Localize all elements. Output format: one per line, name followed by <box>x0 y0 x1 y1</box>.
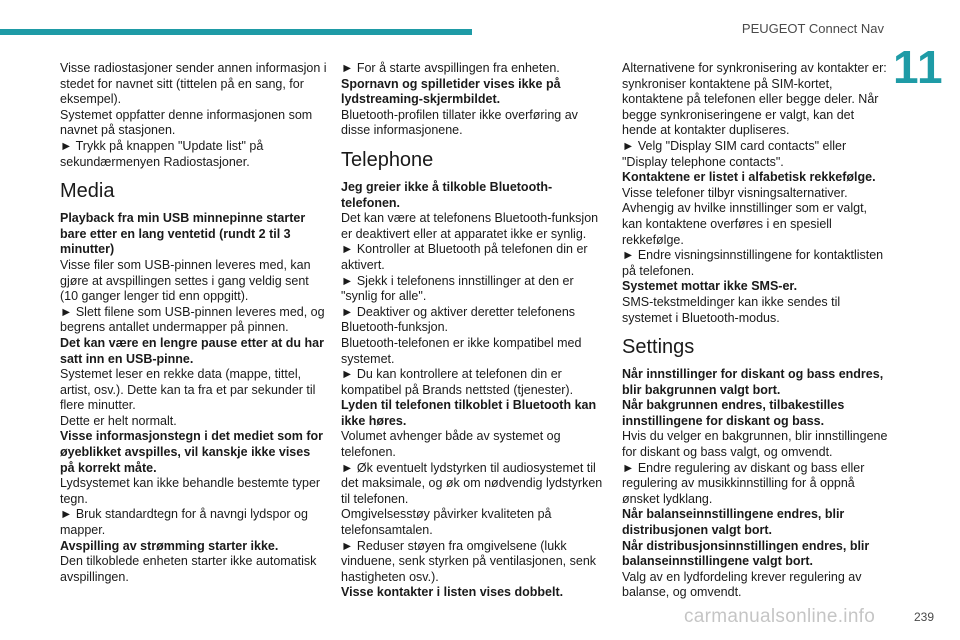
paragraph: Systemet leser en rekke data (mappe, tittel, artist, osv.). Dette kan ta fra et par sekunder til flere minutter. <box>60 367 316 413</box>
chapter-number: 11 <box>893 41 944 93</box>
paragraph: ► Reduser støyen fra omgivelsene (lukk vinduene, senk styrken på ventilasjonen, senk hastigheten osv.). <box>341 538 597 584</box>
question-heading: Jeg greier ikke å tilkoble Bluetooth-telefonen. <box>341 179 553 210</box>
header-accent-bar <box>0 29 472 35</box>
page-number: 239 <box>914 610 935 624</box>
paragraph: ► Slett filene som USB-pinnen leveres med, og begrens antallet undermapper på pinnen. <box>60 304 325 335</box>
paragraph: Bluetooth-profilen tillater ikke overføring av disse informasjonene. <box>341 107 578 138</box>
paragraph: Omgivelsesstøy påvirker kvaliteten på telefonsamtalen. <box>341 507 552 538</box>
paragraph: ► Velg "Display SIM card contacts" eller "Display telephone contacts". <box>622 138 847 169</box>
paragraph: ► For å starte avspillingen fra enheten. <box>341 61 560 75</box>
question-heading: Når distribusjonsinnstillingen endres, blir balanseinnstillingene valgt bort. <box>622 538 870 569</box>
paragraph: Valg av en lydfordeling krever regulering av balanse, og omvendt. <box>622 569 862 600</box>
question-heading: Kontaktene er listet i alfabetisk rekkefølge. <box>622 170 876 185</box>
text-column-2 <box>341 61 609 601</box>
paragraph: Bluetooth-telefonen er ikke kompatibel med systemet. <box>341 335 582 366</box>
paragraph: Visse filer som USB-pinnen leveres med, kan gjøre at avspillingen settes i gang veldig sent (10 ganger lenger tid enn oppgitt). <box>60 257 311 304</box>
paragraph: Lydsystemet kan ikke behandle bestemte typer tegn. <box>60 476 321 506</box>
paragraph: Systemet oppfatter denne informasjonen som navnet på stasjonen. <box>60 107 313 138</box>
question-heading: Spornavn og spilletider vises ikke på lydstreaming-skjermbildet. <box>341 76 561 107</box>
section-heading: Media <box>60 180 115 203</box>
question-heading: Når balanseinnstillingene endres, blir distribusjonen valgt bort. <box>622 507 845 538</box>
paragraph: Den tilkoblede enheten starter ikke automatisk avspillingen. <box>60 554 317 584</box>
paragraph: ► Du kan kontrollere at telefonen din er kompatibel på Brands nettsted (tjenester). <box>341 367 574 397</box>
question-heading: Playback fra min USB minnepinne starter bare etter en lang ventetid (rundt 2 til 3 minutter) <box>60 211 306 257</box>
paragraph: ► Øk eventuelt lydstyrken til audiosystemet til det maksimale, og øk om nødvendig lydstyrken til telefonen. <box>341 460 603 506</box>
question-heading: Det kan være en lengre pause etter at du har satt inn en USB-pinne. <box>60 335 324 366</box>
paragraph: ► Bruk standardtegn for å navngi lydspor og mapper. <box>60 507 308 538</box>
paragraph: Hvis du velger en bakgrunnen, blir innstillingene for diskant og bass valgt, og omvendt. <box>622 429 888 460</box>
section-heading: Telephone <box>341 148 434 171</box>
question-heading: Avspilling av strømming starter ikke. <box>60 538 279 553</box>
question-heading: Når innstillinger for diskant og bass endres, blir bakgrunnen valgt bort. <box>622 367 884 397</box>
paragraph: Dette er helt normalt. <box>60 413 177 428</box>
paragraph: ► Deaktiver og aktiver deretter telefonens Bluetooth-funksjon. <box>341 304 576 335</box>
watermark: carmanualsonline.info <box>684 606 876 627</box>
paragraph: Visse radiostasjoner sender annen informasjon i stedet for navnet sitt (tittelen på en sang, for eksempel). <box>60 61 327 107</box>
question-heading: Visse informasjonstegn i det mediet som for øyeblikket avspilles, vil kanskje ikke vises på korrekt måte. <box>60 429 324 475</box>
paragraph: ► Sjekk i telefonens innstillinger at den er "synlig for alle". <box>341 273 574 304</box>
section-heading: Settings <box>622 336 695 359</box>
paragraph: Visse telefoner tilbyr visningsalternativer. Avhengig av hvilke innstillinger som er valgt, kan kontaktene overføres i en spesiell rekkefølge. <box>622 185 868 247</box>
question-heading: Systemet mottar ikke SMS-er. <box>622 279 798 294</box>
paragraph: ► Kontroller at Bluetooth på telefonen din er aktivert. <box>341 242 588 272</box>
paragraph: Det kan være at telefonens Bluetooth-funksjon er deaktivert eller at apparatet ikke er synlig. <box>341 211 599 241</box>
paragraph: SMS-tekstmeldinger kan ikke sendes til systemet i Bluetooth-modus. <box>622 294 841 325</box>
header-title: PEUGEOT Connect Nav <box>741 21 884 36</box>
question-heading: Visse kontakter i listen vises dobbelt. <box>341 585 564 600</box>
question-heading: Når bakgrunnen endres, tilbakestilles innstillingene for diskant og bass. <box>622 398 845 428</box>
paragraph: Alternativene for synkronisering av kontakter er: synkroniser kontaktene på SIM-kortet, kontaktene på telefonen eller begge deler. Når begge synkroniseringene er valgt, kan det hende at kontakter dupliseres. <box>622 61 887 138</box>
paragraph: Volumet avhenger både av systemet og telefonen. <box>341 429 561 460</box>
text-column-3 <box>622 61 890 601</box>
question-heading: Lyden til telefonen tilkoblet i Bluetooth kan ikke høres. <box>341 398 597 428</box>
paragraph: ► Endre visningsinnstillingene for kontaktlisten på telefonen. <box>622 248 884 278</box>
text-column-1 <box>60 61 328 585</box>
paragraph: ► Endre regulering av diskant og bass eller regulering av musikkinnstilling for å oppnå ønsket lydklang. <box>622 460 865 506</box>
paragraph: ► Trykk på knappen "Update list" på sekundærmenyen Radiostasjoner. <box>60 138 264 169</box>
